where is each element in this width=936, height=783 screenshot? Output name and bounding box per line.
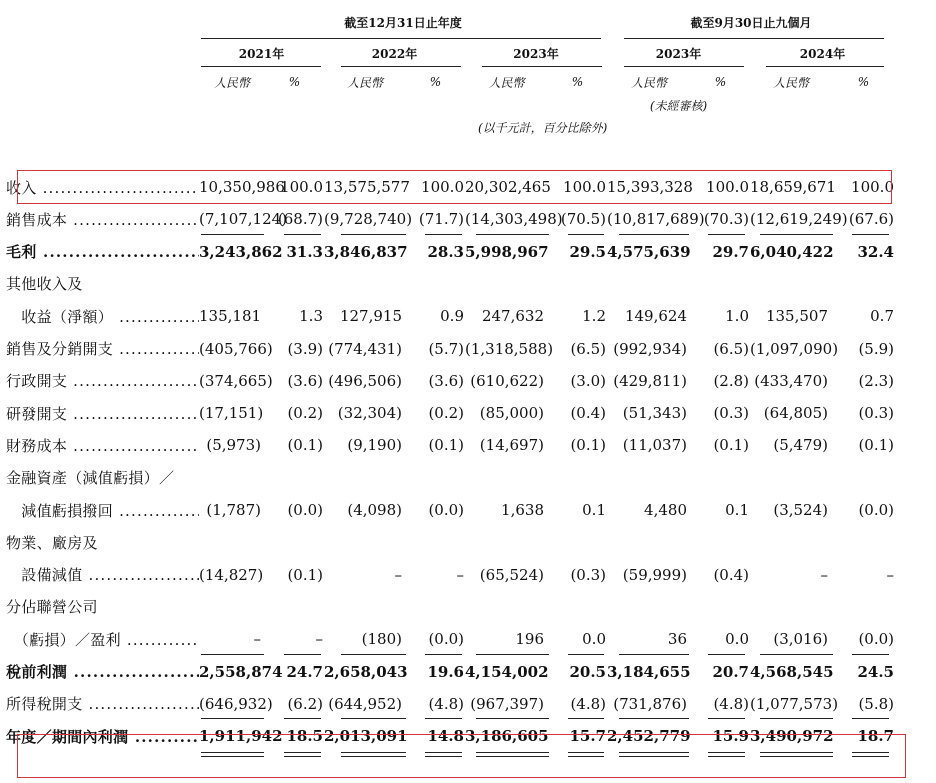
cell-2024-nine-percent: 0.7 [870, 307, 894, 326]
row-label: 銷售成本 ..... [0, 209, 199, 230]
cell-2022-amount: (9,190) [347, 436, 402, 455]
cell-2023-amount: (967,397) [470, 694, 544, 713]
cell-2021-percent: (0.1) [287, 436, 323, 455]
cell-2024-nine-amount: – [820, 565, 828, 584]
nine-month-group-label: 截至9月30日止九個月 [690, 15, 812, 30]
subtotal-rule [476, 718, 549, 719]
cell-2021-percent: 1.3 [299, 307, 323, 326]
cell-2024-nine-amount: (3,016) [773, 630, 828, 649]
cell-2023-nine-percent: 100.0 [706, 178, 749, 196]
cell-2023-amount: 3,186,605 [465, 727, 549, 746]
cell-2023-percent: 0.0 [582, 630, 606, 649]
unaudited-header [0, 94, 936, 116]
cell-2023-amount: 196 [515, 630, 544, 649]
cell-2022-percent: 14.8 [427, 727, 464, 746]
subtotal-rule [760, 718, 833, 719]
subtotal-rule [476, 234, 549, 235]
table-row [0, 397, 936, 429]
cell-2022-amount: (644,952) [328, 694, 402, 713]
unit-currency: 人民幣 [772, 75, 809, 90]
cell-2022-percent: – [456, 565, 464, 584]
row-label: 金融資產（減值虧損）／ [6, 469, 175, 488]
cell-2023-percent: 100.0 [563, 178, 606, 196]
cell-2023-nine-percent: (0.4) [713, 565, 749, 584]
full-year-group-label: 截至12月31日止年度 [344, 15, 462, 30]
cell-2022-amount: 2,013,091 [324, 727, 408, 746]
cell-2021-percent: 18.5 [286, 727, 323, 746]
subtotal-rule [619, 718, 689, 719]
cell-2023-percent: (4.8) [570, 694, 606, 713]
subtotal-rule [852, 234, 889, 235]
row-label: 銷售及分銷開支 ..... [0, 338, 199, 359]
year-rule-2021 [201, 66, 321, 67]
cell-2024-nine-amount: 6,040,422 [750, 242, 834, 261]
cell-2022-percent: 0.9 [440, 307, 464, 326]
cell-2022-amount: (9,728,740) [324, 210, 413, 229]
cell-2021-amount: 2,558,874 [199, 662, 283, 681]
table-row [0, 656, 936, 688]
cell-2024-nine-amount: 3,490,972 [750, 727, 834, 746]
cell-2021-percent: (6.2) [287, 694, 323, 713]
cell-2022-amount: 2,658,043 [324, 662, 408, 681]
cell-2022-amount: (4,098) [347, 501, 402, 519]
cell-2021-percent: 24.7 [286, 662, 323, 681]
row-label: 所得稅開支 ..... [0, 693, 199, 714]
cell-2024-nine-amount: (1,077,573) [750, 694, 839, 713]
cell-2023-nine-amount: 36 [667, 630, 687, 649]
nine-months-2023: 2023年 [655, 46, 702, 61]
cell-2021-percent: 100.0 [280, 178, 323, 196]
subtotal-rule [284, 718, 321, 719]
cell-2023-percent: (6.5) [570, 339, 606, 358]
table-row [0, 559, 936, 591]
cell-2022-percent: (0.1) [428, 436, 464, 455]
cell-2023-percent: 0.1 [582, 501, 606, 519]
cell-2023-nine-amount: 4,480 [644, 501, 687, 519]
cell-2024-nine-percent: 100.0 [851, 178, 894, 196]
year-header [0, 42, 936, 64]
cell-2022-percent: (0.2) [428, 404, 464, 423]
cell-2022-percent: (71.7) [418, 210, 464, 229]
unit-percent: % [571, 75, 584, 89]
year-2023: 2023年 [513, 46, 559, 61]
unaudited-label: (未經審核) [649, 98, 708, 113]
cell-2023-nine-percent: (4.8) [713, 694, 749, 713]
cell-2022-percent: (3.6) [428, 371, 464, 390]
table-row [0, 268, 936, 300]
subtotal-rule [852, 718, 889, 719]
year-2022: 2022年 [371, 46, 418, 61]
cell-2022-percent: (0.0) [428, 501, 464, 519]
cell-2022-percent: (5.7) [428, 339, 464, 358]
cell-2023-nine-percent: 1.0 [725, 307, 749, 326]
table-row [0, 462, 936, 494]
cell-2022-amount: 3,846,837 [324, 242, 408, 261]
table-row [0, 494, 936, 526]
cell-2023-nine-percent: (2.8) [713, 371, 749, 390]
cell-2021-amount: (646,932) [199, 694, 273, 713]
cell-2024-nine-amount: (5,479) [773, 436, 828, 455]
cell-2024-nine-percent: 32.4 [857, 242, 894, 261]
cell-2023-nine-percent: 15.9 [712, 727, 749, 746]
cell-2023-percent: (0.1) [570, 436, 606, 455]
unit-percent: % [714, 75, 727, 89]
cell-2021-amount: – [253, 630, 261, 649]
period-group-header [0, 10, 936, 34]
cell-2023-percent: 29.5 [569, 242, 606, 261]
unit-note: (以千元計，百分比除外) [478, 121, 608, 135]
cell-2023-percent: (0.4) [570, 404, 606, 423]
cell-2023-amount: (65,524) [479, 565, 544, 584]
row-label: 減值虧損撥回 ..... [0, 500, 199, 521]
unit-currency: 人民幣 [488, 75, 525, 90]
cell-2022-percent: 28.3 [427, 242, 464, 261]
cell-2022-amount: (774,431) [328, 339, 402, 358]
cell-2023-amount: 4,154,002 [465, 662, 549, 681]
cell-2021-percent: (0.1) [287, 565, 323, 584]
revenue-highlight-box [17, 170, 892, 204]
subtotal-rule [619, 654, 689, 655]
subtotal-rule [476, 654, 549, 655]
cell-2022-amount: 127,915 [339, 307, 402, 326]
cell-2023-amount: 1,638 [501, 501, 544, 519]
cell-2024-nine-amount: (433,470) [754, 371, 828, 390]
subtotal-rule [341, 234, 406, 235]
cell-2024-nine-percent: (67.6) [848, 210, 894, 229]
cell-2022-amount: (32,304) [337, 404, 402, 423]
cell-2021-amount: (405,766) [199, 339, 273, 358]
cell-2023-amount: (85,000) [479, 404, 544, 423]
cell-2021-amount: (5,973) [206, 436, 261, 455]
cell-2024-nine-percent: (0.0) [858, 630, 894, 649]
subtotal-rule [568, 654, 604, 655]
cell-2023-amount: (610,622) [470, 371, 544, 390]
subtotal-rule [201, 654, 264, 655]
cell-2024-nine-amount: (12,619,249) [750, 210, 848, 229]
year-rule-2024-nine [766, 66, 884, 67]
cell-2023-nine-percent: 29.7 [712, 242, 749, 261]
cell-2023-nine-amount: (429,811) [613, 371, 687, 390]
cell-2024-nine-percent: (5.8) [858, 694, 894, 713]
cell-2022-amount: (180) [361, 630, 402, 649]
cell-2023-amount: 20,302,465 [465, 178, 551, 196]
cell-2023-nine-amount: 3,184,655 [607, 662, 691, 681]
row-label: （虧損）／盈利 ..... [0, 629, 199, 650]
profit-highlight-box [17, 734, 906, 778]
cell-2023-nine-amount: 2,452,779 [607, 727, 691, 746]
cell-2021-amount: 1,911,942 [199, 727, 283, 746]
cell-2022-amount: – [394, 565, 402, 584]
table-row [0, 623, 936, 655]
cell-2023-nine-amount: (10,817,689) [607, 210, 705, 229]
subtotal-rule [284, 654, 321, 655]
cell-2024-nine-amount: (1,097,090) [750, 339, 839, 358]
cell-2023-nine-amount: (51,343) [622, 404, 687, 423]
subtotal-rule [568, 718, 604, 719]
cell-2023-amount: (1,318,588) [465, 339, 554, 358]
table-row [0, 333, 936, 365]
subtotal-rule [425, 654, 462, 655]
row-label: 研發開支 ..... [0, 403, 199, 424]
cell-2022-percent: (4.8) [428, 694, 464, 713]
row-label: 行政開支 ..... [0, 370, 199, 391]
cell-2022-amount: 13,575,577 [324, 178, 410, 196]
row-label: 物業、廠房及 [6, 533, 98, 552]
subtotal-rule [708, 718, 745, 719]
subtotal-rule [341, 654, 406, 655]
cell-2024-nine-percent: (0.3) [858, 404, 894, 423]
subtotal-rule [201, 234, 264, 235]
cell-2023-nine-amount: 15,393,328 [607, 178, 693, 196]
cell-2021-amount: 10,350,986 [199, 178, 285, 196]
cell-2023-nine-amount: (59,999) [622, 565, 687, 584]
cell-2023-percent: (0.3) [570, 565, 606, 584]
full-year-group-rule [201, 38, 601, 39]
cell-2021-percent: (0.0) [287, 501, 323, 519]
cell-2024-nine-percent: 24.5 [857, 662, 894, 681]
row-label: 稅前利潤 ..... [0, 661, 199, 682]
nine-month-group-rule [624, 38, 884, 39]
unit-percent: % [288, 75, 301, 89]
cell-2023-nine-percent: (0.1) [713, 436, 749, 455]
cell-2024-nine-amount: 18,659,671 [750, 178, 836, 196]
cell-2024-nine-percent: (0.0) [858, 501, 894, 519]
unit-currency: 人民幣 [213, 75, 250, 90]
subtotal-rule [201, 718, 264, 719]
table-row [0, 526, 936, 558]
subtotal-rule [760, 234, 833, 235]
unit-percent: % [429, 75, 442, 89]
cell-2023-nine-percent: (0.3) [713, 404, 749, 423]
cell-2023-nine-amount: (992,934) [613, 339, 687, 358]
cell-2022-percent: 19.6 [427, 662, 464, 681]
unit-currency: 人民幣 [346, 75, 383, 90]
cell-2023-amount: 5,998,967 [465, 242, 549, 261]
cell-2023-percent: 15.7 [569, 727, 606, 746]
cell-2023-percent: 1.2 [582, 307, 606, 326]
subtotal-rule [341, 718, 406, 719]
cell-2023-nine-percent: (70.3) [703, 210, 749, 229]
cell-2021-amount: (7,107,124) [199, 210, 288, 229]
nine-months-2024: 2024年 [799, 46, 846, 61]
unit-header [0, 70, 936, 94]
table-row [0, 236, 936, 268]
cell-2021-amount: (14,827) [199, 565, 264, 584]
table-row [0, 688, 936, 720]
cell-2021-amount: (1,787) [206, 501, 261, 519]
subtotal-rule [425, 718, 462, 719]
cell-2023-nine-amount: (11,037) [622, 436, 687, 455]
cell-2023-percent: 20.5 [569, 662, 606, 681]
cell-2023-nine-amount: 4,575,639 [607, 242, 691, 261]
cell-2022-percent: 100.0 [421, 178, 464, 196]
cell-2023-nine-percent: 0.0 [725, 630, 749, 649]
cell-2021-percent: (68.7) [277, 210, 323, 229]
table-row [0, 591, 936, 623]
year-rule-2023-nine [624, 66, 744, 67]
subtotal-rule [619, 234, 689, 235]
year-2021: 2021年 [238, 46, 285, 61]
table-row [0, 203, 936, 235]
cell-2024-nine-amount: 4,568,545 [750, 662, 834, 681]
cell-2021-percent: (3.6) [287, 371, 323, 390]
cell-2023-amount: (14,303,498) [465, 210, 563, 229]
cell-2023-percent: (70.5) [560, 210, 606, 229]
table-row [0, 300, 936, 332]
cell-2021-amount: (374,665) [199, 371, 273, 390]
table-row [0, 429, 936, 461]
cell-2024-nine-percent: – [886, 565, 894, 584]
subtotal-rule [708, 654, 745, 655]
cell-2023-nine-amount: 149,624 [624, 307, 687, 326]
table-row [0, 365, 936, 397]
unit-percent: % [857, 75, 870, 89]
cell-2023-amount: (14,697) [479, 436, 544, 455]
row-label: 設備減值 ..... [0, 564, 199, 585]
cell-2023-percent: (3.0) [570, 371, 606, 390]
row-label: 分佔聯營公司 [6, 598, 98, 617]
row-label: 年度／期間內利潤 ..... [0, 726, 199, 747]
unit-currency: 人民幣 [630, 75, 667, 90]
cell-2022-amount: (496,506) [328, 371, 402, 390]
cell-2024-nine-percent: 18.7 [857, 727, 894, 746]
row-label: 財務成本 ..... [0, 435, 199, 456]
cell-2023-nine-percent: 0.1 [725, 501, 749, 519]
cell-2024-nine-percent: (0.1) [858, 436, 894, 455]
year-rule-2022 [341, 66, 461, 67]
cell-2023-nine-percent: (6.5) [713, 339, 749, 358]
year-rule-2023 [482, 66, 602, 67]
subtotal-rule [760, 654, 833, 655]
cell-2023-amount: 247,632 [481, 307, 544, 326]
cell-2021-amount: 3,243,862 [199, 242, 283, 261]
subtotal-rule [852, 654, 889, 655]
cell-2022-percent: (0.0) [428, 630, 464, 649]
cell-2023-nine-amount: (731,876) [613, 694, 687, 713]
cell-2024-nine-amount: (3,524) [773, 501, 828, 519]
subtotal-rule [425, 234, 462, 235]
subtotal-rule [568, 234, 604, 235]
cell-2021-percent: – [315, 630, 323, 649]
subtotal-rule [284, 234, 321, 235]
row-label: 收益（淨額） ..... [0, 306, 199, 327]
cell-2021-percent: 31.3 [286, 242, 323, 261]
cell-2021-amount: 135,181 [199, 307, 262, 326]
cell-2021-percent: (3.9) [287, 339, 323, 358]
cell-2024-nine-amount: 135,507 [765, 307, 828, 326]
cell-2023-nine-percent: 20.7 [712, 662, 749, 681]
row-label: 其他收入及 [6, 275, 83, 294]
cell-2024-nine-percent: (2.3) [858, 371, 894, 390]
subtotal-rule [708, 234, 745, 235]
row-label: 毛利 ..... [0, 241, 199, 262]
cell-2024-nine-amount: (64,805) [763, 404, 828, 423]
cell-2024-nine-percent: (5.9) [858, 339, 894, 358]
cell-2021-amount: (17,151) [199, 404, 264, 423]
row-label: 收入 ..... [0, 177, 199, 198]
cell-2021-percent: (0.2) [287, 404, 323, 423]
